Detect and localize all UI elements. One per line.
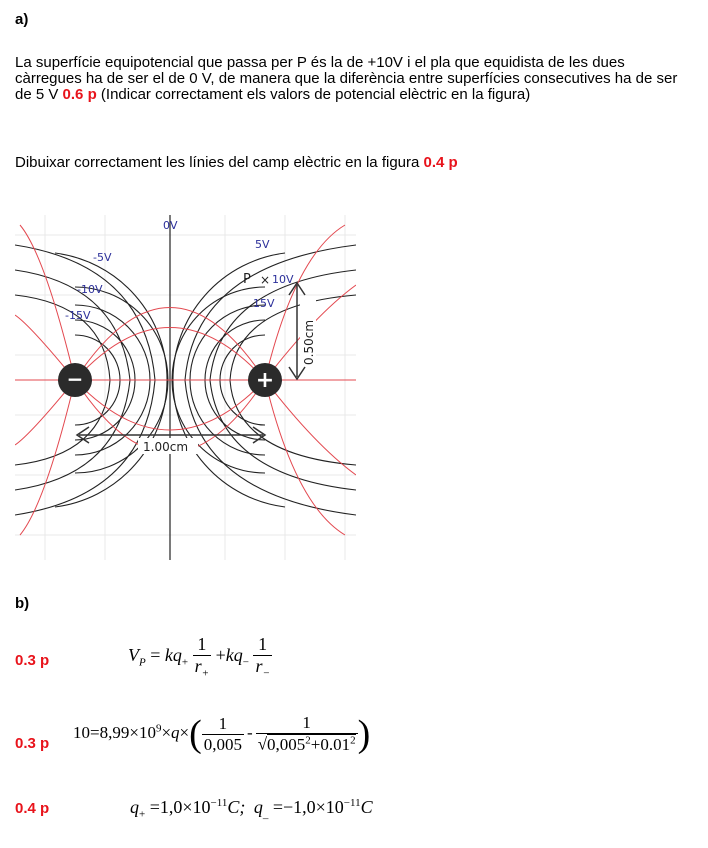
distance-label: 1.00cm xyxy=(143,440,189,454)
eq1-kq-minus: kq xyxy=(225,644,243,665)
label-left-15v: -15V xyxy=(65,309,91,322)
equation-1 xyxy=(128,634,272,680)
label-right-10v: 10V xyxy=(272,273,294,286)
eq1-minus-sub: − xyxy=(242,656,249,669)
equation-2: $10=8,99\times 10^9\times q\times$( $\frac{1}{0,005}$ - $\frac{1}{√0,005^2+0.01^2}$ ) xyxy=(73,713,371,755)
negative-charge xyxy=(58,363,92,397)
row1-points: 0.3 p xyxy=(15,652,50,669)
eq1-kq-plus: kq xyxy=(164,644,182,665)
positive-charge-symbol: + xyxy=(255,368,275,393)
label-right-5v: 5V xyxy=(255,238,270,251)
eq1-v-sub: P xyxy=(139,656,146,669)
part-a-label: a) xyxy=(15,11,29,28)
part-b-label: b) xyxy=(15,595,30,612)
positive-charge xyxy=(248,363,282,397)
row3-points: 0.4 p xyxy=(15,800,50,817)
eq2-frac-1: $\frac{1}{0,005}$ xyxy=(203,713,243,754)
eq1-plus-sub: + xyxy=(181,656,189,669)
figure-svg xyxy=(15,215,356,560)
label-left-5v: -5V xyxy=(93,251,112,264)
eq1-frac-plus: $\frac{1}{r_+}$ xyxy=(194,634,210,680)
label-left-10v: -10V xyxy=(77,283,103,296)
equipotential-figure xyxy=(15,215,356,560)
negative-charge-symbol: − xyxy=(66,367,84,391)
point-p-marker: × xyxy=(260,273,271,287)
eq2-frac-2: $\frac{1}{√0,005^2+0.01^2}$ xyxy=(257,713,356,754)
paragraph-2-text: Dibuixar correctament les línies del camp elèctric en la figura xyxy=(15,154,420,171)
part-a-paragraph-2 xyxy=(15,155,695,171)
paragraph-2-points: 0.4 p xyxy=(423,154,458,171)
eq1-v: V xyxy=(128,644,139,665)
paragraph-1-text: La superfície equipotencial que passa per P és la de +10V i el pla que equidista de les dues càrregues ha de ser el de 0 V, de manera que la diferència entre superfícies consecutives ha de ser de 5 V xyxy=(15,54,678,103)
eq1-equals: = xyxy=(150,644,161,665)
paragraph-1-points: 0.6 p xyxy=(62,86,97,103)
paragraph-1-tail: (Indicar correctament els valors de potencial elèctric en la figura) xyxy=(100,86,531,103)
eq1-plus: + xyxy=(215,644,226,665)
eq1-frac-minus: $\frac{1}{r_-}$ xyxy=(255,634,270,680)
label-right-15v: 15V xyxy=(253,297,275,310)
label-zero-v: 0V xyxy=(163,219,178,232)
equation-3: $q_+ =1,0\times 10^{-11}C$; $q_{\_} =-1,0\times 10^{-11}C$ xyxy=(130,797,373,821)
row2-points: 0.3 p xyxy=(15,735,50,752)
vertical-dimension-label: 0.50cm xyxy=(302,319,316,365)
part-a-paragraph-1 xyxy=(15,55,695,103)
point-p-label: P xyxy=(243,272,251,287)
